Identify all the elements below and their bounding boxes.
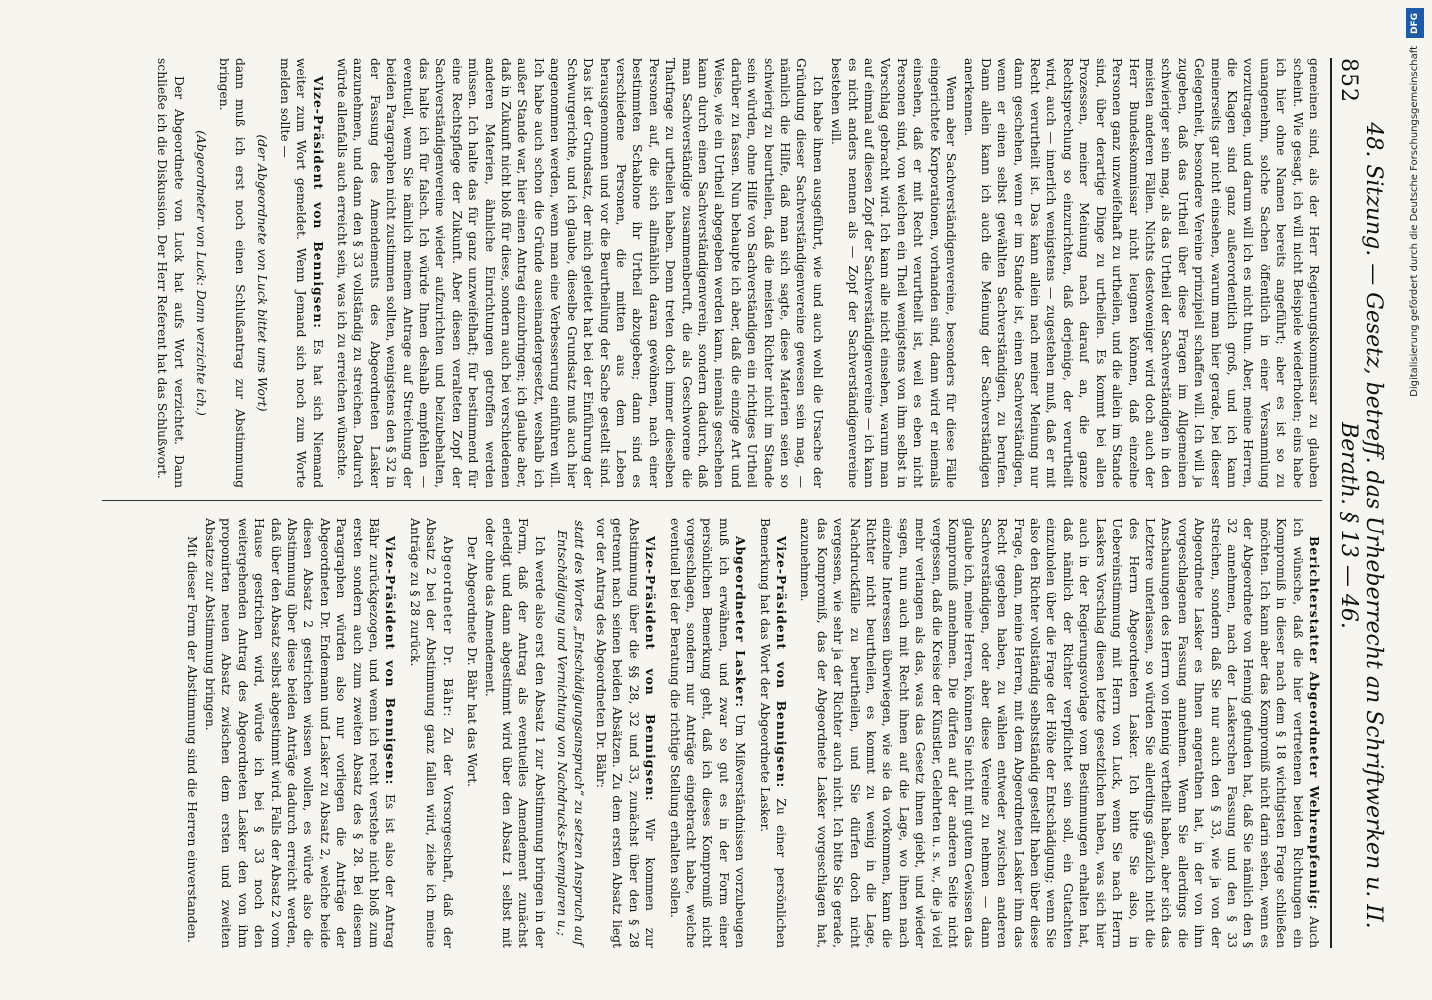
paragraph: Ich habe ihnen ausgeführt, wie und auch wohl die Ursache der Gründung dieser Sachverständigenvereine gewesen sein mag, — nämlich die Hilfe, daß man sich sagte, diese Materien seien so schwierig zu beurtheilen, daß die meisten Richter nicht im Stande sein würden, ohne Hilfe von Sachverständigen ein richtiges Urtheil darüber zu fassen. Nun behaupte ich aber, daß die einzige Art und Weise, wie ein Urtheil abgegeben werden kann, niemals geschehen kann durch einen Sachverständigenverein, sondern dadurch, daß man Sachverständige zusammenberuft, die als Geschworene die Thatfrage zu urtheilen haben. Denn treten doch immer dieselben Personen auf, die sich allmählich daran gewöhnen, nach einer bestimmten Schablone ihr Urtheil abzugeben; dann sind es verschiedene Personen, die mitten aus dem Leben herausgenommen und vor die Beurtheilung der Sache gestellt sind. Das ist der Grundsatz, der mich geleitet hat bei der Einführung der Schwurgerichte, und ich glaube, dieselbe Grundsatz muß auch hier angenommen werden, wenn man eine Verbesserung einführen will. Ich habe auch schon die Gründe auseinandergesetzt, weshalb ich außer Stande war, hier einen Antrag einzubringen; ich glaube aber, daß in Zukunft nicht bloß für diese, sondern auch bei verschiedenen anderen Materien, ähnliche Einrichtungen getroffen werden müssen. Ich halte das für ganz unzweifelhaft; für bestimmend für eine Rechtspflege der Zukunft. Aber diesen veralteten Zopf der Sachverständigenvereine wieder aufzurichten und beizubehalten, das halte ich für falsch. Ich würde Ihnen deshalb empfehlen — eventuell, wenn Sie nämlich meinem Antrage auf Streichung der beiden Paragraphen nicht zustimmen sollten, wenigstens den § 32 in der Fassung des Amendements des Abgeordneten Lasker anzunehmen, und dann den § 33 vollständig zu streichen. Dadurch würde allenfalls auch erreicht sein, was ich zu erreichen wünschte.	[335, 58, 825, 488]
speaker-paragraph	[406, 518, 455, 948]
speech-text: Wir kommen zur Abstimmung über die §§ 28, 32 und 33, zunächst über den § 28 getrennt nach seinen beiden Absätzen. Zu dem ersten Absatz liegt vor der Antrag des Abgeordneten Dr. Bähr:	[593, 518, 658, 948]
stage-direction: (Abgeordneter von Luck: Dann verzichte ich.)	[194, 130, 209, 416]
speaker-paragraph	[593, 518, 659, 948]
speech-text: Zu der Vorsorgeschaft, daß der Absatz 2 bei der Abstimmung ganz fallen wird, ziehe ich meine Anträge zu § 28 zurück.	[407, 518, 455, 948]
speaker-name: Vize-Präsident von Bennigsen:	[774, 536, 789, 789]
speech-text: Um Mißverständnissen vorzubeugen muß ich erwähnen, und zwar so gut es in der Form einer persönlichen Bemerkung geht, daß ich dieses Kompromiß nicht vorgeschlagen, sondern nur Anträge eingebracht habe, welche eventuell bei der Beratung die richtige Stellung erhalten sollen.	[667, 518, 748, 948]
speaker-name: Abgeordneter Dr. Bähr:	[440, 536, 455, 718]
paragraph: gemeinen sind, als der Herr Regierungskommissar zu glauben scheint. Wie gesagt, ich will nicht Beispiele wiederholen; eins habe ich hier ohne Namen bereits angeführt; aber es ist so zu unangenehm, solche Sachen öffentlich in einer Versammlung vorzutragen, und darum will ich es nicht thun. Aber, meine Herren, die Klagen sind ganz außerordentlich groß, und ich kann meinerseits gar nicht einsehen, warum man hier gerade, bei dieser Gelegenheit, besondere Vereine prinzipiell schaffen will. Ich will ja zugeben, daß das Urtheil über diese Fragen im Allgemeinen schwieriger sein mag, als das Urtheil der Sachverständigen in den meisten anderen Fällen. Nichts destoweniger wird doch auch der Herr Bundeskommissar nicht leugnen können, daß einzelne Personen ganz unzweifelhaft zu urtheilen, und die allein im Stande sind, über derartige Dinge zu urtheilen. Es kommt bei allen Prozessen, meiner Meinung nach darauf an, die ganze Rechtsprechung so einzurichten, daß derjenige, der verurtheilt wird, auch — innerlich wenigstens — zugestehen muß, daß er mit Recht verurtheilt ist. Das kann allein nach meiner Meinung nur dann geschehen, wenn er im Stande ist, einen Sachverständigen, wenn er einen selbst gewählten Sachverständigen, zu berufen. Dann allein kann ich auch die Meinung der Sachverständigen anerkennen.	[962, 58, 1321, 488]
speech-text: Auch ich wünsche, daß die hier vertretenen beiden Richtungen ein Kompromiß in dieser nach dem § 18 wichtigsten Frage schließen möchten. Ich kann aber das Kompromiß nicht darin sehen, wenn es der Abgeordnete von Hennig gefunden hat, daß Sie nämlich den § 32 annehmen, nach der Laskerschen Fassung und den § 33 streichen, sondern daß Sie nur auch den § 33, wie ja von der Abgeordnete Lasker es Ihnen angerathen hat, in der von ihm vorgeschlagenen Fassung annehmen. Wenn Sie allerdings die Anschauungen des Herrn von Hennig vertheilt haben, aber sich das Letztere unterlassen, so würden Sie allerdings gänzlich nicht die des Herrn Abgeordneten Lasker. Ich bitte Sie also, in Uebereinstimmung mit Herrn von Luck, wenn Sie nach Herrn Laskers Vorschlag diesen letzte gesetzlichen haben, was sich hier auch in der Regierungsvorlage vom Bestimmungen erhalten hat, daß nämlich der Richter verpflichtet sein soll, ein Gutachten einzuholen über die Frage der Höhe der Entschädigung; wenn Sie also den Richter vollständig selbstständig gestellt haben über diese Frage, dann, meine Herren, mit dem Abgeordneten Lasker ihm das Recht gegeben haben, zu wählen entweder zwischen anderen Sachverständigen, oder aber diese Vereine zu nehmen — dann glaube ich, meine Herren, können Sie nicht mit gutem Gewissen das Kompromiß annehmen. Die dürfen auf der anderen Seite nicht vergessen, daß die Kreise der Künstler, Gelehrten u. s. w., die ja viel mehr verlangen als das, was das Gesetz ihnen giebt, und wieder sagen, nun auch mit Recht ihnen auf die Lage, wo ihnen nach einzelne Interessen überwiegen, wie sie da vorkommen, kann die Richter nicht beurtheilen, es kommt zu wenig in die Lage, Nachdruckfälle zu beurtheilen, und Sie dürfen doch nicht vergessen, wie sehr ja der Richter auch nicht. Ich bitte Sie gerade, das Kompromiß, das der Abgeordnete Lasker vorgeschlagen hat, anzunehmen.	[798, 518, 1321, 948]
stage-direction: (der Abgeordnete von Luck bittet ums Wort)	[255, 134, 270, 412]
paragraph: Der Abgeordnete von Luck hat aufs Wort verzichtet. Dann schließe ich die Diskussion. Der Herr Referent hat das Schlußwort.	[155, 58, 186, 488]
paragraph: Der Abgeordnete Dr. Bähr hat das Wort.	[465, 536, 480, 788]
page-header	[1330, 58, 1386, 948]
speaker-paragraph	[666, 518, 748, 948]
speaker-paragraph	[202, 518, 399, 948]
speech-text: Zu einer persönlichen Bemerkung hat das Wort der Abgeordnete Lasker.	[757, 518, 788, 948]
quoted-amendment: statt des Wortes „Entschädigungsanspruch“ zu setzen Anspruch auf Entschädigung und Vernichtung von Nachdrucks-Exemplaren u.;	[555, 520, 586, 946]
speaker-name: Vize-Präsident von Bennigsen:	[383, 536, 399, 786]
speaker-paragraph	[797, 518, 1322, 948]
speaker-name: Vize-Präsident von Bennigsen:	[310, 76, 326, 329]
page-number: 852	[1336, 58, 1361, 103]
right-column	[92, 518, 1322, 948]
speech-text: Es hat sich Niemand weiter zum Wort gemeldet. Wenn Jemand sich noch zum Worte melden sollte —	[277, 58, 325, 488]
speech-text: Es ist also der Antrag Bähr zurückgezogen, und wenn ich recht verstehe nicht bloß zum ersten sondern auch zum zweiten Absatz des § 28. Bei diesem Paragraphen würden also nur vorliegen die Anträge der Abgeordneten Dr. Endemann und Lasker zu Absatz 2, welche beide diesen Absatz 2 gestrichen wissen wollen, es würde also die Abstimmung über diese beiden Anträge dadurch erreicht werden, daß über den Absatz selbst abgestimmt wird. Falls der Absatz 2 vom Hause gestrichen wird, würde ich bei § 33 noch den weitergehenden Antrag des Abgeordneten Lasker den von ihm proponirten neuen Absatz zwischen dem ersten und zweiten Absatze zur Abstimmung bringen.	[203, 518, 398, 948]
digitization-credit: Digitalisierung gefördert durch die Deutsche Forschungsgemeinschaft	[1409, 46, 1420, 397]
paragraph: Wenn aber Sachverständigenvereine, besonders für diese Fälle eingerichtete Korporationen, vorhanden sind, dann wird er niemals einsehen, daß er mit Recht verurtheilt ist, weil es eben nicht Personen sind, von welchen ein Theil wenigstens von ihm selbst in Vorschlag gebracht wird. Ich kann alle nicht einsehen, warum man auf einmal auf diesen Zopf der Sachverständigenvereine — ich kann es nicht anders nennen als — Zopf der Sachverständigenvereine bestehen will.	[829, 58, 959, 488]
dfg-logo: DFG	[1406, 8, 1424, 38]
speaker-name: Vize-Präsident von Bennigsen:	[643, 536, 659, 802]
speaker-paragraph	[756, 518, 789, 948]
running-title: 48. Sitzung. — Gesetz, betreff. das Urheberrecht an Schriftwerken u. II. Berath. § 13 — 46.	[1336, 122, 1386, 929]
speaker-name: Berichterstatter Abgeordneter Wehrenpfennig:	[1307, 536, 1322, 911]
paragraph: Ich werde also erst den Absatz 1 zur Abstimmung bringen in der Form, daß der Antrag als eventuelles Amendement zunächst erledigt und dann abgestimmt wird über den Absatz 1 selbst mit oder ohne das Amendement.	[483, 518, 547, 948]
column-divider	[102, 500, 1322, 501]
speaker-paragraph	[276, 58, 325, 488]
paragraph: dann muß ich erst noch einen Schlußantrag zur Abstimmung bringen.	[216, 58, 247, 488]
left-column	[92, 58, 1322, 488]
paragraph: Mit dieser Form der Abstimmung sind die Herren einverstanden.	[184, 536, 199, 943]
speaker-name: Abgeordneter Lasker:	[733, 536, 749, 708]
